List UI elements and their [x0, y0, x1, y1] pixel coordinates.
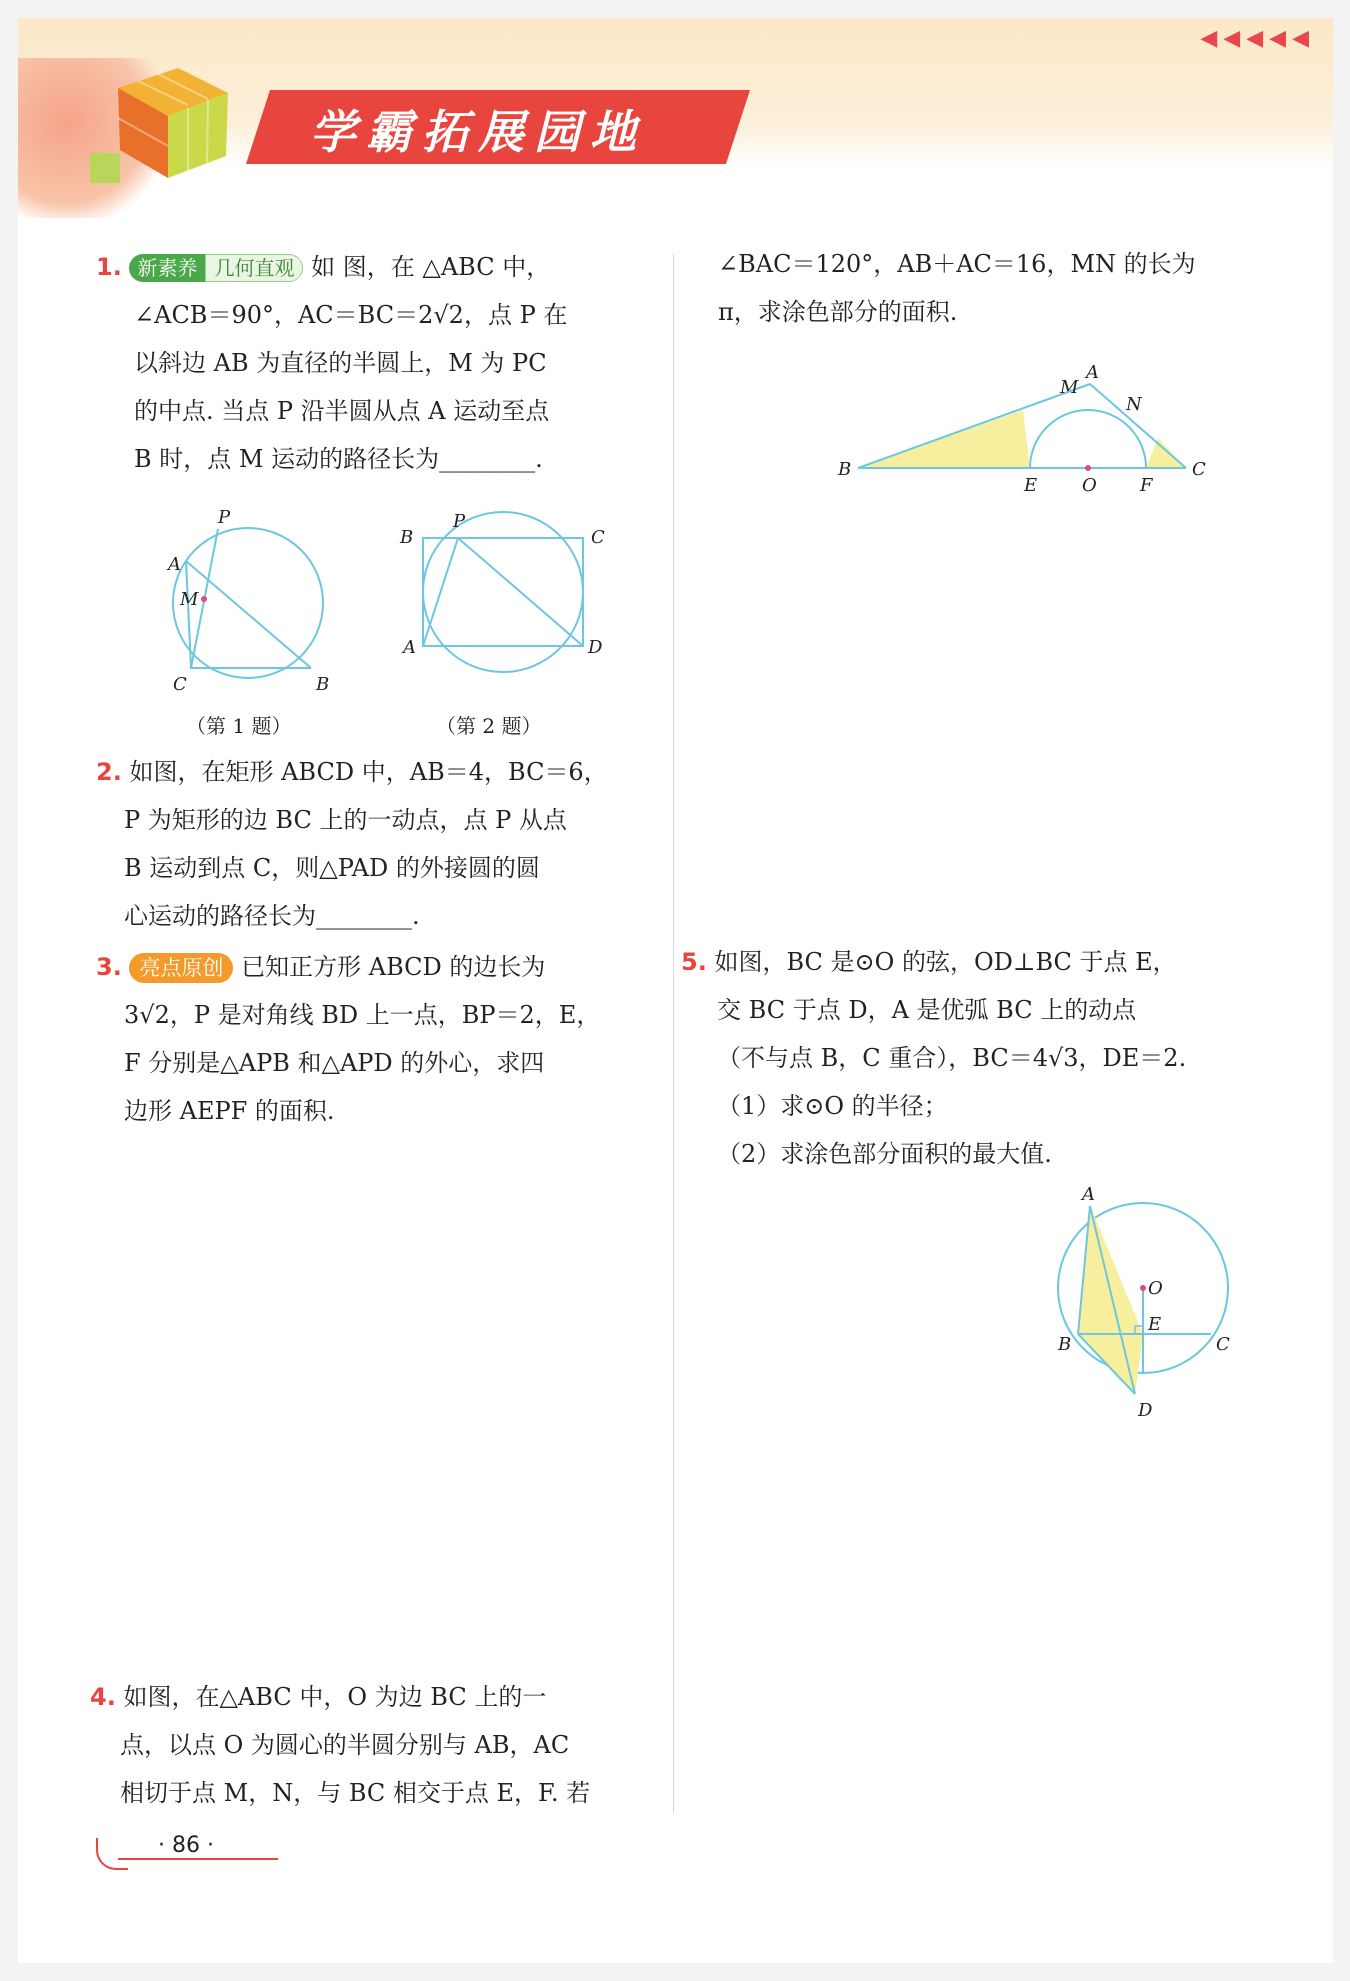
- label-O: O: [1148, 1278, 1163, 1299]
- label-A: A: [403, 637, 416, 658]
- question-number: 3.: [96, 953, 122, 981]
- q2-line-2: P 为矩形的边 BC 上的一动点，点 P 从点: [124, 806, 567, 834]
- q4-line-2: 点，以点 O 为圆心的半圆分别与 AB，AC: [120, 1731, 570, 1759]
- label-A: A: [1082, 1184, 1095, 1205]
- label-A: A: [1086, 362, 1099, 383]
- question-1: [96, 243, 656, 483]
- q5-line-2: 交 BC 于点 D，A 是优弧 BC 上的动点: [717, 996, 1137, 1024]
- figure-2-caption: （第 2 题）: [436, 714, 542, 738]
- q4-line-1: 如图，在△ABC 中，O 为边 BC 上的一: [123, 1683, 547, 1711]
- question-5: [681, 938, 1301, 1178]
- tag-new-literacy: 新素养: [129, 254, 205, 282]
- label-D: D: [1138, 1400, 1153, 1421]
- label-P: P: [453, 511, 466, 532]
- figure-1-caption: （第 1 题）: [186, 714, 292, 738]
- label-O: O: [1082, 475, 1097, 496]
- q1-line-1: 如 图，在 △ABC 中，: [311, 253, 551, 281]
- q4-right-line-2: π，求涂色部分的面积.: [718, 298, 958, 326]
- label-N: N: [1126, 394, 1142, 415]
- question-number: 2.: [96, 758, 122, 786]
- label-C: C: [1216, 1334, 1230, 1355]
- label-B: B: [838, 459, 852, 480]
- label-B: B: [316, 674, 330, 695]
- q1-line-5: B 时，点 M 运动的路径长为________.: [134, 445, 543, 473]
- label-C: C: [591, 527, 605, 548]
- q2-line-1: 如图，在矩形 ABCD 中，AB＝4，BC＝6，: [129, 758, 608, 786]
- label-B: B: [1058, 1334, 1072, 1355]
- page-number: · 86 ·: [118, 1833, 278, 1860]
- label-B: B: [400, 527, 414, 548]
- q4-right-line-1: ∠BAC＝120°，AB＋AC＝16，MN 的长为: [718, 250, 1196, 278]
- question-3: [96, 943, 656, 1135]
- arrows-decoration: ◀◀◀◀◀: [1200, 26, 1315, 51]
- figure-1: [138, 503, 368, 703]
- q5-part-1: （1）求⊙O 的半径；: [717, 1092, 948, 1120]
- tag-geometry-intuition: 几何直观: [205, 254, 303, 282]
- label-C: C: [1192, 459, 1206, 480]
- question-number: 4.: [90, 1683, 116, 1711]
- label-F: F: [1140, 475, 1153, 496]
- label-E: E: [1024, 475, 1038, 496]
- q3-line-3: F 分别是△APB 和△APD 的外心，求四: [124, 1049, 545, 1077]
- question-number: 5.: [681, 948, 707, 976]
- q3-line-4: 边形 AEPF 的面积.: [124, 1097, 335, 1125]
- label-E: E: [1148, 1314, 1162, 1335]
- q4-line-3: 相切于点 M，N，与 BC 相交于点 E，F. 若: [120, 1779, 591, 1807]
- q1-line-3: 以斜边 AB 为直径的半圆上，M 为 PC: [134, 349, 547, 377]
- textbook-page: [18, 18, 1333, 1963]
- label-M: M: [180, 589, 199, 610]
- q3-line-2: 3√2，P 是对角线 BD 上一点，BP＝2，E，: [124, 1001, 601, 1029]
- label-D: D: [588, 637, 603, 658]
- question-number: 1.: [96, 253, 122, 281]
- q1-line-2: ∠ACB＝90°，AC＝BC＝2√2，点 P 在: [134, 301, 568, 329]
- figure-2: [388, 503, 618, 703]
- question-2: [96, 748, 656, 940]
- q5-part-2: （2）求涂色部分面积的最大值.: [717, 1140, 1052, 1168]
- figure-4: [828, 348, 1258, 498]
- label-M: M: [1060, 377, 1079, 398]
- label-A: A: [168, 554, 181, 575]
- label-P: P: [218, 507, 231, 528]
- label-C: C: [173, 674, 187, 695]
- tag-original: 亮点原创: [129, 953, 233, 983]
- q5-line-1: 如图，BC 是⊙O 的弦，OD⊥BC 于点 E，: [714, 948, 1177, 976]
- q3-line-1: 已知正方形 ABCD 的边长为: [241, 953, 546, 981]
- q2-line-3: B 运动到点 C，则△PAD 的外接圆的圆: [124, 854, 540, 882]
- question-4: [90, 1673, 660, 1817]
- figure-5: [1018, 1178, 1258, 1428]
- rubiks-cube-icon: [88, 58, 238, 188]
- q1-line-4: 的中点. 当点 P 沿半圆从点 A 运动至点: [134, 397, 550, 425]
- question-4-continued: [718, 240, 1298, 336]
- column-divider: [673, 253, 674, 1813]
- q5-line-3: （不与点 B，C 重合），BC＝4√3，DE＝2.: [717, 1044, 1187, 1072]
- q2-line-4: 心运动的路径长为________.: [124, 902, 420, 930]
- section-title: 学霸拓展园地: [310, 105, 646, 159]
